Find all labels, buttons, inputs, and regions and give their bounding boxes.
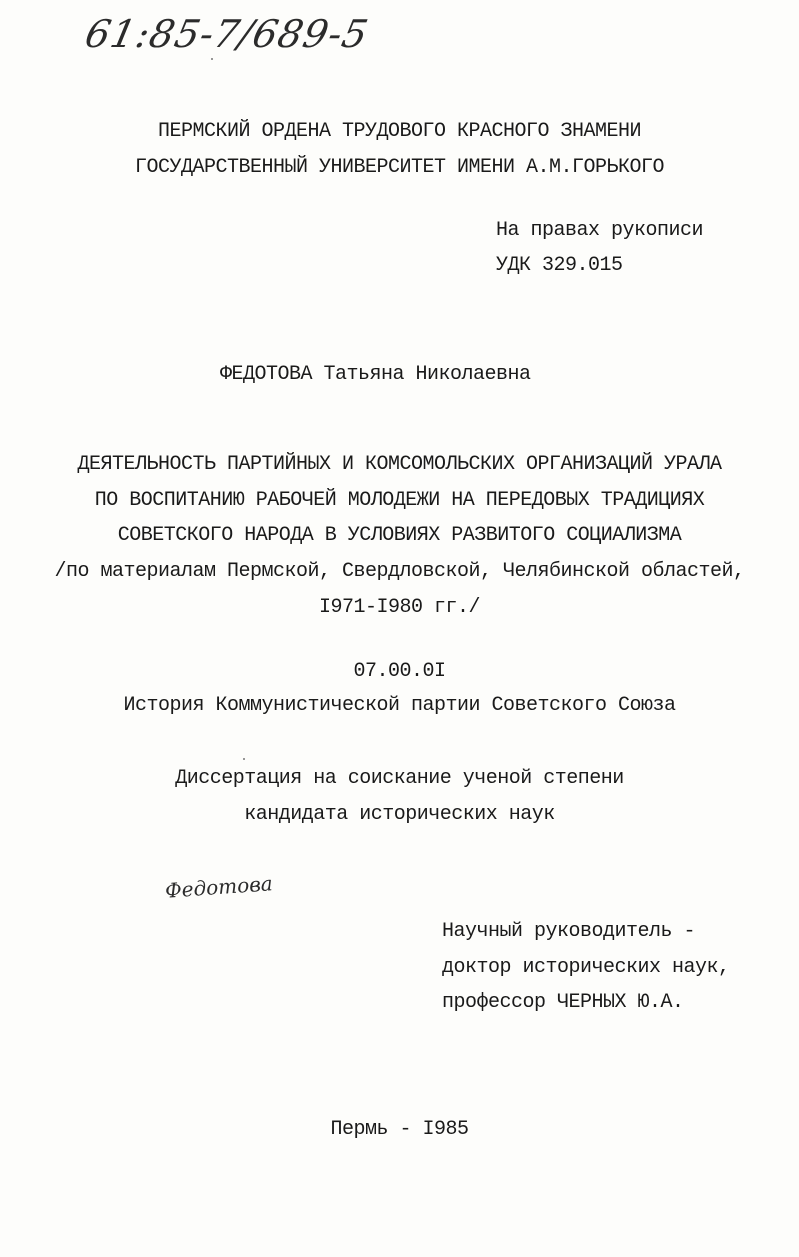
specialty-code: 07.00.0I <box>353 660 446 683</box>
archive-code: 61:85-7/689-5 <box>81 12 373 56</box>
supervisor-line-1: Научный руководитель - <box>442 920 696 943</box>
institution-line-1: ПЕРМСКИЙ ОРДЕНА ТРУДОВОГО КРАСНОГО ЗНАМЕНИ <box>157 120 642 143</box>
specialty-name: История Коммунистической партии Советского Союза <box>123 694 676 717</box>
udc-code: УДК 329.015 <box>496 254 623 277</box>
place-year: Пермь - I985 <box>330 1118 469 1141</box>
title-line-5: I971-I980 гг./ <box>318 596 481 619</box>
author-signature: Федотова <box>164 871 274 903</box>
supervisor-line-2: доктор исторических наук, <box>442 956 730 979</box>
paper-speck <box>211 58 213 60</box>
title-line-3: СОВЕТСКОГО НАРОДА В УСЛОВИЯХ РАЗВИТОГО СОЦИАЛИЗМА <box>117 524 682 547</box>
title-line-4: /по материалам Пермской, Свердловской, Челябинской областей, <box>54 560 745 583</box>
institution-line-2: ГОСУДАРСТВЕННЫЙ УНИВЕРСИТЕТ ИМЕНИ А.М.ГОРЬКОГО <box>134 156 665 179</box>
title-line-2: ПО ВОСПИТАНИЮ РАБОЧЕЙ МОЛОДЕЖИ НА ПЕРЕДОВЫХ ТРАДИЦИЯХ <box>94 489 705 512</box>
manuscript-rights: На правах рукописи <box>496 219 704 242</box>
degree-line-2: кандидата исторических наук <box>244 803 555 826</box>
title-line-1: ДЕЯТЕЛЬНОСТЬ ПАРТИЙНЫХ И КОМСОМОЛЬСКИХ ОРГАНИЗАЦИЙ УРАЛА <box>77 453 722 476</box>
degree-line-1: Диссертация на соискание ученой степени <box>175 767 624 790</box>
paper-speck <box>243 758 245 760</box>
supervisor-line-3: профессор ЧЕРНЫХ Ю.А. <box>442 991 684 1014</box>
author-name: ФЕДОТОВА Татьяна Николаевна <box>220 363 531 386</box>
